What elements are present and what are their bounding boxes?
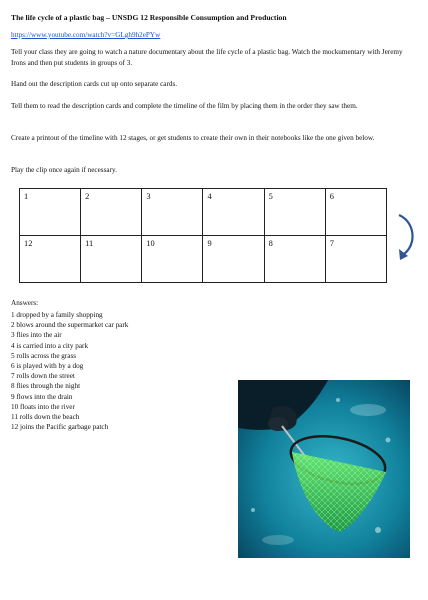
timeline-cell: 7 <box>325 236 386 283</box>
answer-item: 7 rolls down the street <box>11 372 75 381</box>
video-link[interactable]: https://www.youtube.com/watch?v=GLgh9h2ePYw <box>11 31 161 39</box>
timeline-cell: 6 <box>325 189 386 236</box>
timeline-cell: 2 <box>81 189 142 236</box>
answer-item: 1 dropped by a family shopping <box>11 311 103 319</box>
timeline-top-row <box>20 189 387 236</box>
answer-item: 12 joins the Pacific garbage patch <box>11 423 109 432</box>
timeline-cell: 5 <box>264 189 325 236</box>
timeline-cell: 9 <box>203 236 264 283</box>
instruction-paragraph-5: Play the clip once again if necessary. <box>11 166 117 174</box>
curved-arrow-down-icon <box>395 212 419 262</box>
net-photo-illustration <box>238 380 410 558</box>
instruction-paragraph-3: Tell them to read the description cards and complete the timeline of the film by placing them in the order they saw them. <box>11 102 358 110</box>
answer-item: 4 is carried into a city park <box>11 341 89 350</box>
timeline-cell: 3 <box>142 189 203 236</box>
instruction-paragraph-2: Hand out the description cards cut up onto separate cards. <box>11 80 178 88</box>
timeline-cell: 10 <box>142 236 203 283</box>
timeline-table <box>19 188 387 283</box>
timeline-cell: 11 <box>81 236 142 283</box>
answers-list <box>11 310 128 432</box>
timeline-cell: 8 <box>264 236 325 283</box>
answer-item: 8 flies through the night <box>11 382 81 391</box>
answer-item: 2 blows around the supermarket car park <box>11 321 129 330</box>
timeline-cell: 1 <box>20 189 81 236</box>
answer-item: 6 is played with by a dog <box>11 362 84 371</box>
answer-item: 5 rolls across the grass <box>11 351 77 360</box>
timeline-cell: 4 <box>203 189 264 236</box>
timeline-bottom-row <box>20 236 387 283</box>
instruction-paragraph-4: Create a printout of the timeline with 12 stages, or get students to create their own in their notebooks like the one given below. <box>11 134 375 142</box>
answer-item: 10 floats into the river <box>11 402 75 411</box>
answer-item: 3 flies into the air <box>11 331 62 340</box>
page-title: The life cycle of a plastic bag – UNSDG 12 Responsible Consumption and Production <box>11 13 287 22</box>
answer-item: 9 flows into the drain <box>11 392 73 401</box>
answer-item: 11 rolls down the beach <box>11 413 80 422</box>
timeline-cell: 12 <box>20 236 81 283</box>
answers-heading: Answers: <box>11 299 39 307</box>
underwater-net-photo <box>238 380 410 558</box>
instruction-paragraph-1: Tell your class they are going to watch a nature documentary about the life cycle of a plastic bag. Watch the mockumentary with Jeremy Irons and then put students in groups of 3. <box>11 48 403 67</box>
